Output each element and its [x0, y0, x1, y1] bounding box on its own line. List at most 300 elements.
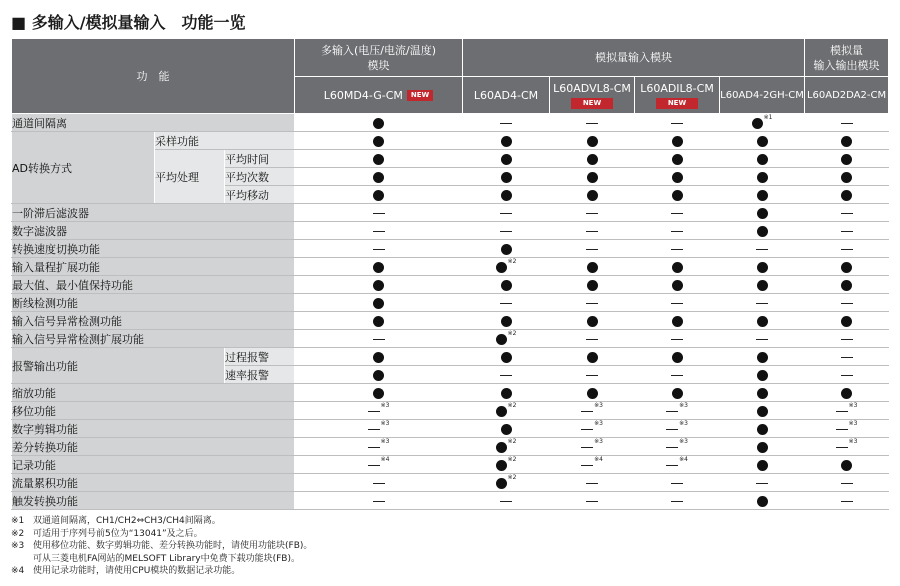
supported-dot-icon [501, 136, 512, 147]
footnote-ref: ※3 [380, 420, 390, 427]
footnote-ref: ※3 [679, 420, 688, 427]
support-cell [635, 258, 720, 276]
support-cell [550, 384, 635, 402]
footnote-ref: ※3 [679, 438, 688, 445]
supported-dot-icon [752, 118, 763, 129]
unsupported-dash-icon [836, 447, 848, 448]
support-cell [295, 240, 463, 258]
support-cell [463, 402, 550, 420]
unsupported-dash-icon [373, 213, 385, 214]
function-label: 输入量程扩展功能 [12, 258, 295, 276]
support-cell [720, 240, 805, 258]
supported-dot-icon [841, 316, 852, 327]
model-name: L60ADVL8-CM [553, 82, 631, 95]
footnote-text: 可适用于序列号前5位为“13041”及之后。 [33, 528, 203, 539]
unsupported-dash-icon [841, 231, 853, 232]
support-cell [463, 348, 550, 366]
model-header [805, 77, 889, 114]
support-cell [550, 276, 635, 294]
footnote-text: 双通道间隔离，CH1/CH2⇔CH3/CH4间隔离。 [33, 516, 221, 526]
footnote-ref: ※2 [507, 258, 517, 265]
title-square-icon: ■ [11, 13, 27, 32]
footnote-ref: ※3 [380, 438, 390, 445]
unsupported-dash-icon [841, 249, 853, 250]
function-label: 平均处理 [155, 150, 225, 204]
supported-dot-icon [373, 154, 384, 165]
supported-dot-icon [587, 280, 598, 291]
supported-dot-icon [501, 352, 512, 363]
unsupported-dash-icon [756, 483, 768, 484]
supported-dot-icon [501, 388, 512, 399]
support-cell [463, 294, 550, 312]
support-cell [720, 384, 805, 402]
support-cell [635, 132, 720, 150]
support-cell [635, 348, 720, 366]
supported-dot-icon [501, 244, 512, 255]
supported-dot-icon [672, 262, 683, 273]
support-cell [720, 168, 805, 186]
function-label: 缩放功能 [12, 384, 295, 402]
model-header [295, 77, 463, 114]
support-cell [805, 330, 889, 348]
support-cell [463, 258, 550, 276]
supported-dot-icon [587, 352, 598, 363]
model-name: L60AD2DA2-CM [806, 90, 887, 101]
footnote [11, 515, 312, 528]
footnotes [11, 515, 312, 578]
supported-dot-icon [757, 424, 768, 435]
support-cell [463, 330, 550, 348]
supported-dot-icon [373, 262, 384, 273]
function-label: 速率报警 [225, 366, 295, 384]
unsupported-dash-icon [500, 303, 512, 304]
unsupported-dash-icon [841, 123, 853, 124]
support-cell [635, 456, 720, 474]
model-name: L60MD4-G-CM [323, 88, 403, 102]
supported-dot-icon [496, 478, 507, 489]
support-cell [720, 348, 805, 366]
supported-dot-icon [757, 172, 768, 183]
supported-dot-icon [757, 442, 768, 453]
support-cell [463, 366, 550, 384]
supported-dot-icon [757, 406, 768, 417]
supported-dot-icon [672, 190, 683, 201]
supported-dot-icon [587, 316, 598, 327]
footnote [11, 553, 312, 566]
function-label: 一阶滞后滤波器 [12, 204, 295, 222]
supported-dot-icon [587, 262, 598, 273]
supported-dot-icon [587, 154, 598, 165]
supported-dot-icon [672, 388, 683, 399]
unsupported-dash-icon [586, 375, 598, 376]
support-cell [805, 240, 889, 258]
support-cell [295, 402, 463, 420]
support-cell [463, 456, 550, 474]
support-cell [295, 492, 463, 510]
footnote-ref: ※4 [380, 456, 390, 463]
footnote-ref: ※3 [594, 420, 603, 427]
unsupported-dash-icon [500, 123, 512, 124]
support-cell [295, 132, 463, 150]
support-cell [805, 312, 889, 330]
model-header [463, 77, 550, 114]
function-label: 平均次数 [225, 168, 295, 186]
support-cell [463, 420, 550, 438]
support-cell [805, 438, 889, 456]
supported-dot-icon [757, 226, 768, 237]
support-cell [463, 204, 550, 222]
supported-dot-icon [757, 352, 768, 363]
group-header-analog-input: 模拟量输入模块 [463, 39, 805, 77]
support-cell [635, 474, 720, 492]
support-cell [720, 258, 805, 276]
supported-dot-icon [757, 316, 768, 327]
support-cell [805, 258, 889, 276]
support-cell [805, 186, 889, 204]
footnote-ref: ※3 [679, 402, 688, 409]
page-title-text: 多输入/模拟量输入 功能一览 [31, 13, 246, 32]
supported-dot-icon [501, 316, 512, 327]
footnote-ref: ※3 [594, 402, 603, 409]
support-cell [805, 420, 889, 438]
supported-dot-icon [373, 118, 384, 129]
unsupported-dash-icon [756, 339, 768, 340]
support-cell [463, 438, 550, 456]
unsupported-dash-icon [841, 213, 853, 214]
model-name: L60AD4-2GH-CM [720, 90, 804, 101]
support-cell [805, 204, 889, 222]
support-cell [295, 348, 463, 366]
function-label: 移位功能 [12, 402, 295, 420]
unsupported-dash-icon [586, 249, 598, 250]
support-cell [463, 492, 550, 510]
unsupported-dash-icon [666, 429, 678, 430]
new-badge: NEW [656, 98, 698, 109]
unsupported-dash-icon [500, 231, 512, 232]
unsupported-dash-icon [581, 429, 593, 430]
support-cell [295, 330, 463, 348]
unsupported-dash-icon [671, 483, 683, 484]
supported-dot-icon [841, 190, 852, 201]
unsupported-dash-icon [581, 411, 593, 412]
model-name: L60AD4-CM [473, 88, 539, 102]
footnote-ref: ※3 [848, 438, 858, 445]
support-cell [805, 294, 889, 312]
function-label: 平均时间 [225, 150, 295, 168]
support-cell [463, 384, 550, 402]
function-label: 采样功能 [155, 132, 295, 150]
supported-dot-icon [841, 172, 852, 183]
function-header: 功 能 [12, 39, 295, 114]
unsupported-dash-icon [500, 501, 512, 502]
footnote-text: 可从三菱电机FA网站的MELSOFT Library中免费下载功能块(FB)。 [33, 553, 300, 564]
unsupported-dash-icon [671, 249, 683, 250]
support-cell [550, 474, 635, 492]
unsupported-dash-icon [500, 213, 512, 214]
footnote-text: 使用记录功能时，请使用CPU模块的数据记录功能。 [33, 566, 241, 576]
support-cell [805, 168, 889, 186]
supported-dot-icon [373, 388, 384, 399]
footnote [11, 540, 312, 553]
footnote [11, 528, 312, 541]
group-header-multi: 多输入(电压/电流/温度) 模块 [295, 39, 463, 77]
supported-dot-icon [757, 388, 768, 399]
support-cell [805, 222, 889, 240]
support-cell [720, 438, 805, 456]
unsupported-dash-icon [581, 465, 593, 466]
function-label: 输入信号异常检测功能 [12, 312, 295, 330]
supported-dot-icon [672, 280, 683, 291]
supported-dot-icon [672, 352, 683, 363]
unsupported-dash-icon [666, 447, 678, 448]
support-cell [295, 150, 463, 168]
support-cell [720, 150, 805, 168]
support-cell [550, 420, 635, 438]
support-cell [635, 366, 720, 384]
function-label: 通道间隔离 [12, 114, 295, 132]
function-label: 差分转换功能 [12, 438, 295, 456]
support-cell [635, 222, 720, 240]
unsupported-dash-icon [756, 303, 768, 304]
footnote-ref: ※3 [848, 420, 858, 427]
support-cell [550, 240, 635, 258]
unsupported-dash-icon [841, 501, 853, 502]
unsupported-dash-icon [586, 123, 598, 124]
function-label: 转换速度切换功能 [12, 240, 295, 258]
footnote-ref: ※3 [594, 438, 603, 445]
unsupported-dash-icon [368, 411, 380, 412]
support-cell [463, 474, 550, 492]
supported-dot-icon [587, 136, 598, 147]
support-cell [720, 420, 805, 438]
supported-dot-icon [373, 280, 384, 291]
unsupported-dash-icon [841, 375, 853, 376]
support-cell [550, 366, 635, 384]
support-cell [805, 474, 889, 492]
unsupported-dash-icon [586, 339, 598, 340]
supported-dot-icon [373, 172, 384, 183]
support-cell [295, 258, 463, 276]
unsupported-dash-icon [373, 339, 385, 340]
support-cell [295, 204, 463, 222]
unsupported-dash-icon [671, 123, 683, 124]
supported-dot-icon [587, 190, 598, 201]
footnote [11, 565, 312, 578]
support-cell [463, 150, 550, 168]
footnote-ref: ※3 [380, 402, 390, 409]
footnote-ref: ※2 [507, 474, 517, 481]
support-cell [635, 420, 720, 438]
supported-dot-icon [757, 280, 768, 291]
support-cell [720, 222, 805, 240]
supported-dot-icon [501, 154, 512, 165]
support-cell [805, 114, 889, 132]
model-header [720, 77, 805, 114]
supported-dot-icon [496, 406, 507, 417]
footnote-text: 使用移位功能、数字剪辑功能、差分转换功能时，请使用功能块(FB)。 [33, 541, 313, 551]
footnote-ref: ※1 [763, 114, 773, 121]
support-cell [635, 186, 720, 204]
supported-dot-icon [373, 298, 384, 309]
unsupported-dash-icon [836, 429, 848, 430]
unsupported-dash-icon [841, 483, 853, 484]
unsupported-dash-icon [666, 411, 678, 412]
footnote-ref: ※2 [507, 330, 517, 337]
supported-dot-icon [373, 370, 384, 381]
support-cell [550, 222, 635, 240]
support-cell [805, 276, 889, 294]
supported-dot-icon [757, 262, 768, 273]
support-cell [720, 312, 805, 330]
unsupported-dash-icon [841, 339, 853, 340]
unsupported-dash-icon [836, 411, 848, 412]
unsupported-dash-icon [671, 231, 683, 232]
footnote-mark: ※4 [11, 566, 25, 576]
footnote-ref: ※2 [507, 438, 517, 445]
support-cell [720, 330, 805, 348]
support-cell [295, 420, 463, 438]
support-cell [550, 258, 635, 276]
support-cell [805, 402, 889, 420]
support-cell [550, 168, 635, 186]
support-cell [550, 312, 635, 330]
supported-dot-icon [496, 262, 507, 273]
supported-dot-icon [757, 460, 768, 471]
support-cell [635, 438, 720, 456]
unsupported-dash-icon [586, 231, 598, 232]
supported-dot-icon [373, 190, 384, 201]
unsupported-dash-icon [581, 447, 593, 448]
support-cell [720, 204, 805, 222]
unsupported-dash-icon [586, 501, 598, 502]
support-cell [635, 384, 720, 402]
unsupported-dash-icon [368, 447, 380, 448]
supported-dot-icon [373, 316, 384, 327]
supported-dot-icon [841, 154, 852, 165]
function-label: 记录功能 [12, 456, 295, 474]
supported-dot-icon [373, 136, 384, 147]
footnote-mark: ※1 [11, 516, 25, 526]
supported-dot-icon [757, 496, 768, 507]
support-cell [805, 132, 889, 150]
model-header [550, 77, 635, 114]
support-cell [463, 312, 550, 330]
support-cell [720, 294, 805, 312]
unsupported-dash-icon [500, 375, 512, 376]
supported-dot-icon [672, 154, 683, 165]
support-cell [805, 348, 889, 366]
support-cell [550, 204, 635, 222]
function-table [11, 38, 889, 510]
footnote-mark: ※2 [11, 528, 25, 539]
support-cell [295, 456, 463, 474]
support-cell [295, 438, 463, 456]
support-cell [550, 348, 635, 366]
supported-dot-icon [757, 190, 768, 201]
support-cell [635, 330, 720, 348]
unsupported-dash-icon [756, 249, 768, 250]
unsupported-dash-icon [373, 249, 385, 250]
unsupported-dash-icon [373, 231, 385, 232]
supported-dot-icon [501, 424, 512, 435]
support-cell [805, 456, 889, 474]
support-cell [295, 186, 463, 204]
supported-dot-icon [757, 136, 768, 147]
support-cell [550, 294, 635, 312]
support-cell [463, 276, 550, 294]
support-cell [295, 276, 463, 294]
support-cell [720, 114, 805, 132]
function-label: 报警输出功能 [12, 348, 225, 384]
supported-dot-icon [587, 172, 598, 183]
support-cell [550, 456, 635, 474]
support-cell [463, 240, 550, 258]
support-cell [635, 312, 720, 330]
function-label: 过程报警 [225, 348, 295, 366]
unsupported-dash-icon [841, 303, 853, 304]
support-cell [295, 474, 463, 492]
support-cell [295, 294, 463, 312]
footnote-ref: ※4 [679, 456, 688, 463]
support-cell [635, 276, 720, 294]
support-cell [805, 384, 889, 402]
function-label: 数字滤波器 [12, 222, 295, 240]
support-cell [463, 222, 550, 240]
unsupported-dash-icon [671, 501, 683, 502]
support-cell [295, 114, 463, 132]
support-cell [463, 186, 550, 204]
supported-dot-icon [373, 352, 384, 363]
model-name: L60ADIL8-CM [640, 82, 714, 95]
support-cell [720, 186, 805, 204]
support-cell [295, 312, 463, 330]
supported-dot-icon [841, 262, 852, 273]
new-badge: NEW [571, 98, 613, 109]
support-cell [550, 186, 635, 204]
support-cell [550, 402, 635, 420]
support-cell [635, 492, 720, 510]
function-label: 数字剪辑功能 [12, 420, 295, 438]
unsupported-dash-icon [368, 429, 380, 430]
support-cell [635, 150, 720, 168]
footnote-ref: ※3 [848, 402, 858, 409]
function-label: 断线检测功能 [12, 294, 295, 312]
support-cell [463, 168, 550, 186]
support-cell [720, 276, 805, 294]
function-label: 流量累积功能 [12, 474, 295, 492]
unsupported-dash-icon [373, 501, 385, 502]
model-header [635, 77, 720, 114]
support-cell [295, 384, 463, 402]
support-cell [550, 132, 635, 150]
support-cell [463, 114, 550, 132]
support-cell [295, 222, 463, 240]
supported-dot-icon [501, 172, 512, 183]
support-cell [550, 150, 635, 168]
support-cell [720, 456, 805, 474]
supported-dot-icon [841, 280, 852, 291]
support-cell [805, 150, 889, 168]
function-label: 最大值、最小值保持功能 [12, 276, 295, 294]
unsupported-dash-icon [671, 339, 683, 340]
support-cell [550, 114, 635, 132]
supported-dot-icon [672, 316, 683, 327]
page-title [11, 10, 246, 33]
unsupported-dash-icon [671, 213, 683, 214]
support-cell [720, 132, 805, 150]
support-cell [295, 168, 463, 186]
function-label: 触发转换功能 [12, 492, 295, 510]
